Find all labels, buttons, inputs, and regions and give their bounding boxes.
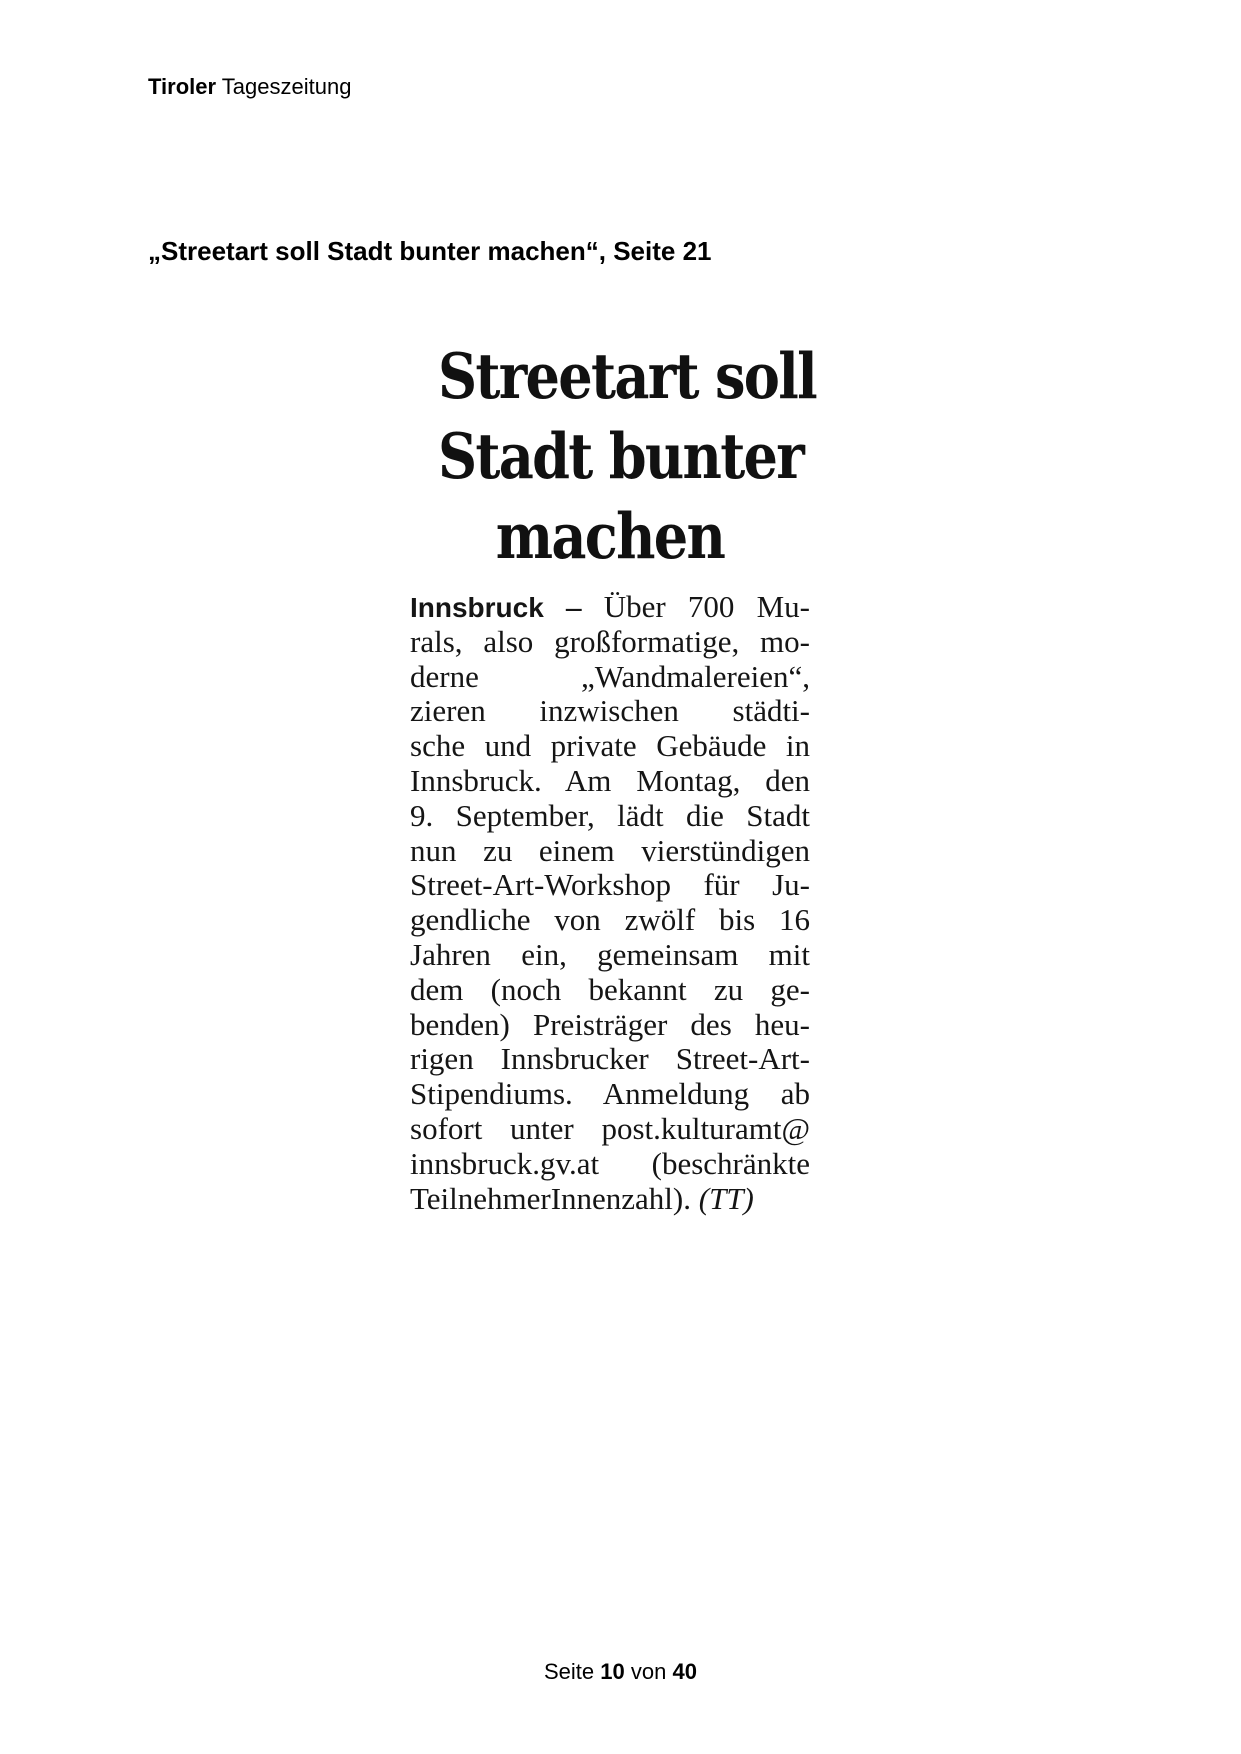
- body-line: Jahren ein, gemeinsam mit: [410, 936, 810, 972]
- body-line: nun zu einem vierstündigen: [410, 832, 810, 868]
- article-headline: [438, 336, 816, 576]
- body-line: benden) Preisträger des heu-: [410, 1006, 810, 1042]
- body-line: sofort unter post.kulturamt@: [410, 1110, 810, 1146]
- headline-line: Streetart soll: [438, 339, 816, 413]
- body-line: sche und private Gebäude in: [410, 728, 810, 764]
- body-line: derne „Wandmalereien“,: [410, 658, 810, 694]
- body-line: gendliche von zwölf bis 16: [410, 902, 810, 938]
- publication-name-strong: Tiroler: [148, 74, 217, 99]
- article-body: [410, 590, 810, 1216]
- article-dateline: Innsbruck: [410, 592, 544, 623]
- newspaper-clipping: [410, 336, 816, 1216]
- body-line: Innsbruck. Am Montag, den: [410, 762, 810, 798]
- page-number-footer: [0, 1657, 1241, 1687]
- body-line: 9. September, lädt die Stadt: [410, 797, 810, 833]
- body-line: Street-Art-Workshop für Ju-: [410, 867, 810, 903]
- body-line-text: TeilnehmerInnenzahl).: [410, 1180, 699, 1216]
- body-line: zieren inzwischen städti-: [410, 693, 810, 729]
- headline-line: Stadt bunter: [438, 419, 804, 493]
- dateline-dash: –: [566, 589, 582, 624]
- footer-total-pages: 40: [672, 1659, 697, 1684]
- footer-prefix: Seite: [544, 1659, 595, 1684]
- body-line: dem (noch bekannt zu ge-: [410, 971, 810, 1007]
- body-line: [410, 1182, 810, 1217]
- body-line: rigen Innsbrucker Street-Art-: [410, 1041, 810, 1077]
- clipping-title: „Streetart soll Stadt bunter machen“, Seite 21: [148, 236, 712, 266]
- headline-line: machen: [495, 499, 725, 573]
- article-signature: (TT): [698, 1180, 754, 1216]
- publication-header: [148, 72, 351, 102]
- footer-middle: von: [630, 1659, 667, 1684]
- body-line: [410, 590, 810, 625]
- body-line: innsbruck.gv.at (beschränkte: [410, 1145, 810, 1181]
- body-line: rals, also großformatige, mo-: [410, 623, 810, 659]
- body-line: Stipendiums. Anmeldung ab: [410, 1076, 810, 1112]
- publication-name-light: Tageszeitung: [221, 74, 352, 99]
- footer-current-page: 10: [600, 1659, 625, 1684]
- body-line-text: Über 700 Mu-: [581, 589, 811, 624]
